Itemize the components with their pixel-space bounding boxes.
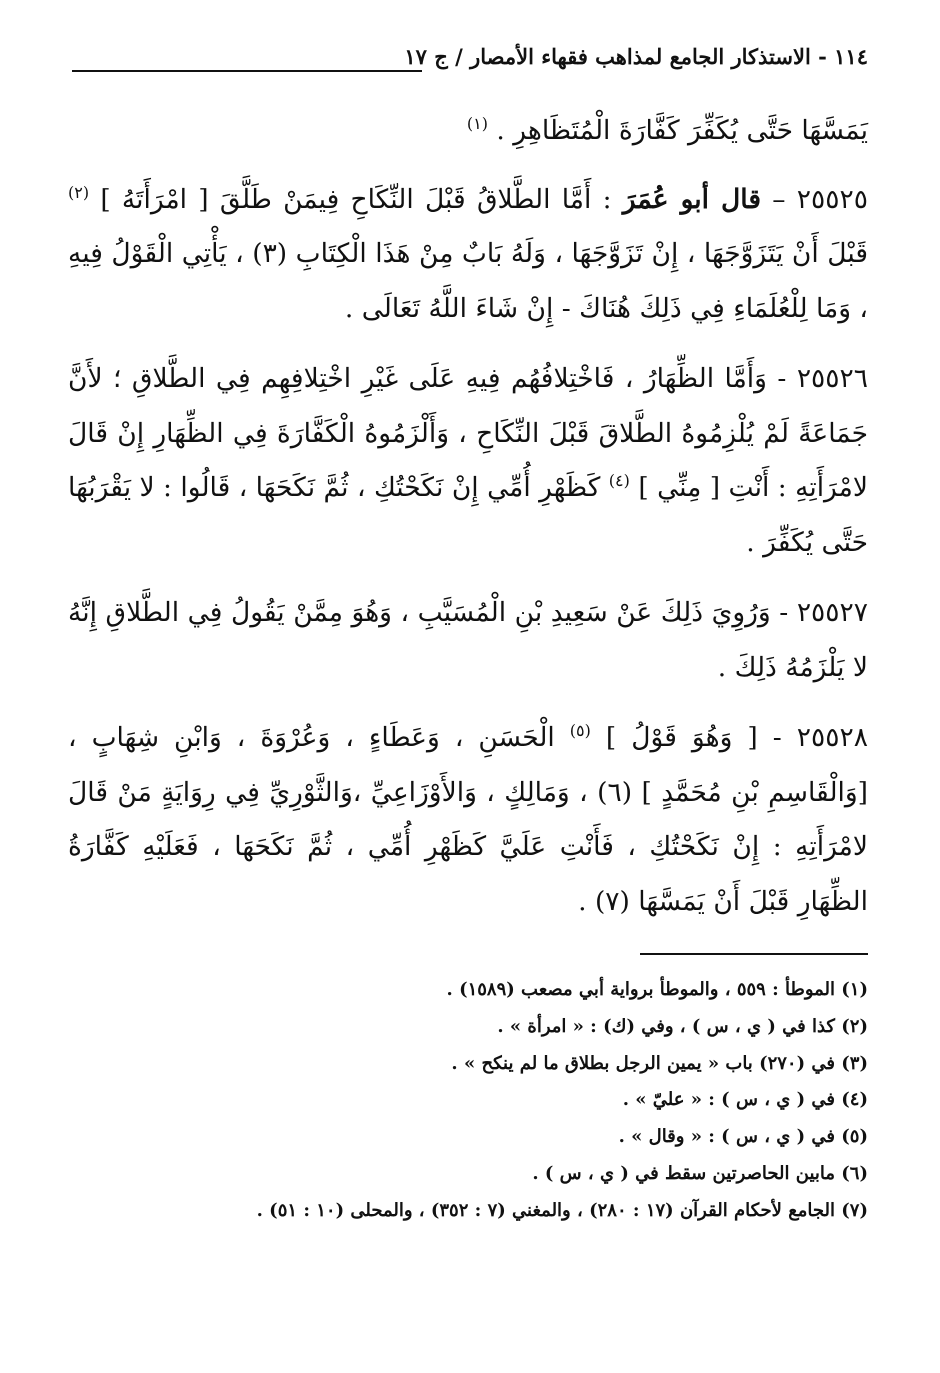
paragraph-lead: قال أبو عُمَرَ: [622, 183, 762, 215]
paragraph-number: ٢٥٥٢٦: [796, 363, 868, 394]
paragraph-text-continued: الْحَسَنِ ، وَعَطَاءٍ ، وَعُرْوَةَ ، وَابْنِ شِهَابٍ ، [وَالْقَاسِمِ بْنِ مُحَمَّدٍ ] (٦) ، وَمَالِكٍ ، وَالأَوْزَاعِيِّ ،وَالثَّوْرِيِّ فِي رِوَايَةٍ مَنْ قَالَ لامْرَأَتِهِ : إِنْ نَكَحْتُكِ ، فَأَنْتِ عَلَيَّ كَظَهْرِ أُمِّي ، ثُمَّ نَكَحَهَا ، فَعَلَيْهِ كَفَّارَةُ الظِّهَارِ قَبْلَ أَنْ يَمَسَّهَا (٧) .: [68, 722, 869, 917]
paragraph-text: - [ وَهُوَ قَوْلُ ]: [605, 722, 782, 753]
paragraph-25526: [68, 352, 868, 570]
paragraph-text: - وَرُوِيَ ذَلِكَ عَنْ سَعِيدِ بْنِ الْمُسَيَّبِ ، وَهُوَ مِمَّنْ يَقُولُ فِي الطَّلاقِ إِنَّهُ لا يَلْزَمُهُ ذَلِكَ .: [68, 597, 868, 683]
main-text: [68, 104, 868, 945]
footnote-3: (٣) في (٢٧٠) باب « يمين الرجل بطلاق ما لم ينكح » .: [451, 1052, 868, 1074]
footnote-marker: (٤): [608, 471, 630, 491]
paragraph-number: ٢٥٥٢٥: [796, 183, 868, 215]
paragraph-number: ٢٥٥٢٧: [796, 597, 868, 628]
footnote-6: (٦) مابين الحاصرتين سقط في ( ي ، س ) .: [532, 1162, 868, 1184]
paragraph-25528: [68, 711, 868, 929]
footnote-marker: (٥): [569, 721, 591, 741]
paragraph-number: ٢٥٥٢٨: [796, 722, 868, 753]
footnote-1: (١) الموطأ : ٥٥٩ ، والموطأ برواية أبي مصعب (١٥٨٩) .: [446, 979, 868, 1000]
header-title: ١١٤ - الاستذكار الجامع لمذاهب فقهاء الأمصار / ج ١٧: [404, 44, 868, 69]
paragraph-text: يَمَسَّهَا حَتَّى يُكَفِّرَ كَفَّارَةَ الْمُتَظَاهِرِ .: [496, 115, 868, 146]
paragraph-continuation: [68, 104, 868, 159]
footnote-marker: (٢): [68, 182, 90, 202]
paragraph-25527: [68, 586, 868, 695]
footnotes: [68, 972, 868, 1230]
footnote-marker: (١): [466, 114, 488, 134]
paragraph-text: : أَمَّا الطَّلاقُ قَبْلَ النِّكَاحِ فِيمَنْ طَلَّقَ [ امْرَأَتَهُ ]: [100, 183, 612, 215]
paragraph-text-continued: قَبْلَ أَنْ يَتَزَوَّجَهَا ، إِنْ تَزَوَّجَهَا ، وَلَهُ بَابٌ مِنْ هَذَا الْكِتَابِ (٣) ، يَأْتِي الْقَوْلُ فِيهِ ، وَمَا لِلْعُلَمَاءِ فِي ذَلِكَ هُنَاكَ - إِنْ شَاءَ اللَّهُ تَعَالَى .: [68, 238, 868, 324]
header-rule: [72, 70, 422, 72]
running-header: [72, 38, 868, 78]
footnote-2: (٢) كذا في ( ي ، س ) ، وفي (ك) : « امرأة » .: [497, 1015, 868, 1037]
footnote-separator: [640, 953, 868, 955]
footnote-7: (٧) الجامع لأحكام القرآن (١٧ : ٢٨٠) ، والمغني (٧ : ٣٥٢) ، والمحلى (١٠ : ٥١) .: [256, 1199, 868, 1221]
footnote-4: (٤) في ( ي ، س ) : « عليّ » .: [622, 1089, 868, 1111]
footnote-5: (٥) في ( ي ، س ) : « وقال » .: [618, 1126, 868, 1148]
paragraph-text: - وَأَمَّا الظِّهَارُ ، فَاخْتِلافُهُم فِيهِ عَلَى غَيْرِ اخْتِلافِهِم فِي الطَّلاقِ ؛ لأَنَّ جَمَاعَةً لَمْ يُلْزِمُوهُ الطَّلاقَ قَبْلَ النِّكَاحِ ، وَأَلْزَمُوهُ الْكَفَّارَةَ فِي الظِّهَارِ إِنْ قَالَ لامْرَأَتِهِ : أَنْتِ [ مِنِّي ]: [68, 363, 868, 503]
paragraph-25525: ٢٥٥٢٥ – قال أبو عُمَرَ : أَمَّا الطَّلاقُ قَبْلَ النِّكَاحِ فِيمَنْ طَلَّقَ [ امْرَأَتَهُ ] $^{(٢)}$ قَبْلَ أَنْ يَتَزَوَّجَهَا ، إِنْ تَزَوَّجَهَا ، وَلَهُ بَابٌ مِنْ هَذَا الْكِتَابِ (٣) ، يَأْتِي الْقَوْلُ فِيهِ ، وَمَا لِلْعُلَمَاءِ فِي ذَلِكَ هُنَاكَ - إِنْ شَاءَ اللَّهُ تَعَالَى .: [68, 182, 868, 324]
paragraph-text-continued: كَظَهْرِ أُمِّي إِنْ نَكَحْتُكِ ، ثُمَّ نَكَحَهَا ، قَالُوا : لا يَقْرَبُهَا حَتَّى يُكَفِّرَ .: [68, 472, 868, 558]
